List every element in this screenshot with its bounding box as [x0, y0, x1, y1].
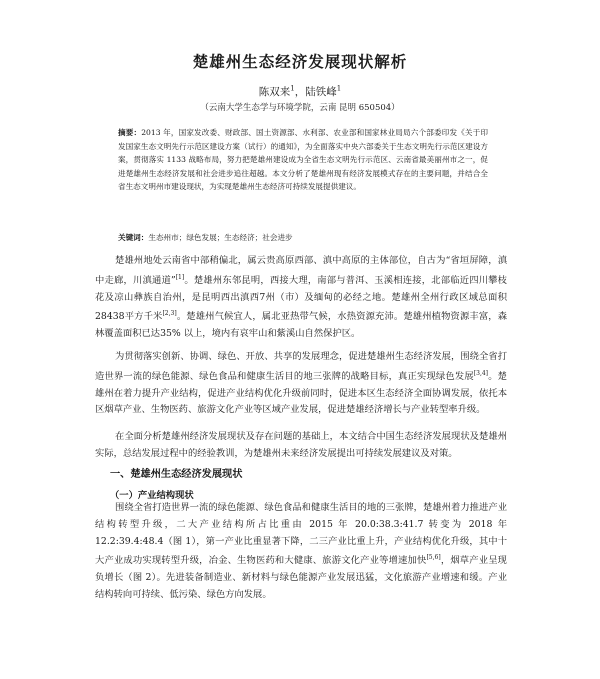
- paragraph-text: 楚雄州地处云南省中部稍偏北，属云贵高原西部、滇中高原的主体部位，自古为“省垣屏障，滇中走廊，川滇通道”: [95, 255, 507, 286]
- abstract-text: 2013 年，国家发改委、财政部、国土资源部、水利部、农业部和国家林业局局六个部委印发《关于印发国家生态文明先行示范区建设方案（试行）的通知》，为全面落实中央六部委关于生态文明先行示范区建设方案，贯彻落实 1133 战略布局，努力把楚雄州建设成为全省生态文明先行示范区、云南省最美丽州市之一，促进楚雄州生态经济发展和社会进步追往超越。本文分析了楚雄州现有经济发展模式存在的主要问题，并结合全省生态文明州市建设现状，为实现楚雄州生态经济可持续发展提供建议。: [118, 128, 489, 191]
- paragraph-text: 。楚雄州在着力提升产业结构，促进产业结构优化升级前同时，促进本区生态经济全面协调发展，依托本区烟草产业、生物医药、旅游文化产业等区域产业发展，促进楚雄经济增长与产业转型率升级。: [95, 370, 507, 416]
- paragraph-text: 。楚雄州气候宜人，属北亚热带气候，水热资源充沛。楚雄州植物资源丰富，森林覆盖面积已达35% 以上，境内有哀牢山和紫溪山自然保护区。: [95, 311, 507, 340]
- paragraph-text: ，烟草产业呈现负增长（图 2）。先进装备制造业、新材料与绿色能源产业发展迅猛，文化旅游产业增速和缓。产业结构转向可持续、低污染、绿色方向发展。: [95, 555, 507, 601]
- section-heading: 一、楚雄州生态经济发展现状: [110, 469, 243, 480]
- body-paragraph: [95, 500, 507, 604]
- author-name: 陈双来: [258, 86, 291, 98]
- paragraph-text: 围绕全省打造世界一流的绿色能源、绿色食品和健康生活目的地的三张牌，楚雄州着力推进产业结构转型升级，二大产业结构所占比重由 2015 年 20.0:38.3:41.7 转变为 2018 年 12.2:39.4:48.4（图 1），第一产业比重显著下降，二三产业比重上升，产业结构优化升级，其中十大产业成功实现转型升级，冶金、生物医药和大健康、旅游文化产业等增速加快: [95, 502, 507, 567]
- author-affiliation-mark: 1: [336, 84, 342, 93]
- author-name: 陆铁峰: [305, 86, 337, 98]
- citation-ref: [2,3]: [162, 310, 177, 318]
- body-paragraph: [95, 253, 507, 343]
- paragraph-text: 为贯彻落实创新、协调、绿色、开放、共享的发展理念，促进楚雄州生态经济发展，围绕全省打造世界一流的绿色能源、绿色食品和健康生活目的地三张牌的战略目标，真正实现绿色发展: [95, 351, 507, 382]
- abstract: [118, 126, 488, 194]
- keywords-text: 生态州市；绿色发展；生态经济；社会进步: [148, 233, 293, 242]
- author-line: [0, 84, 600, 99]
- citation-ref: [1]: [175, 273, 185, 281]
- author-separator: ，: [294, 86, 306, 98]
- paragraph-text: 。楚雄州东邻昆明，西接大理，南部与普洱、玉溪相连接，北部临近四川攀枝花及凉山彝族自治州，是昆明西出滇西7州（市）及缅甸的必经之地。楚雄州全州行政区域总面积28438平方千米: [95, 274, 507, 323]
- abstract-label: 摘要：: [118, 128, 142, 137]
- subsection-heading: （一）产业结构现状: [110, 490, 194, 501]
- paper-title: 楚雄州生态经济发展现状解析: [192, 53, 408, 71]
- body-paragraph: [95, 349, 507, 419]
- citation-ref: [5,6]: [426, 554, 441, 562]
- body-paragraph: 在全面分析楚雄州经济发展现状及存在问题的基础上，本文结合中国生态经济发展现状及楚雄州实际，总结发展过程中的经验教训，为楚雄州未来经济发展提出可持续发展建议及对策。: [95, 431, 507, 459]
- keywords-label: 关键词：: [118, 233, 149, 242]
- affiliation: （云南大学生态学与环境学院，云南 昆明 650504）: [200, 103, 400, 113]
- keywords: [118, 232, 488, 244]
- author-affiliation-mark: 1: [290, 84, 295, 93]
- citation-ref: [3,4]: [473, 369, 489, 377]
